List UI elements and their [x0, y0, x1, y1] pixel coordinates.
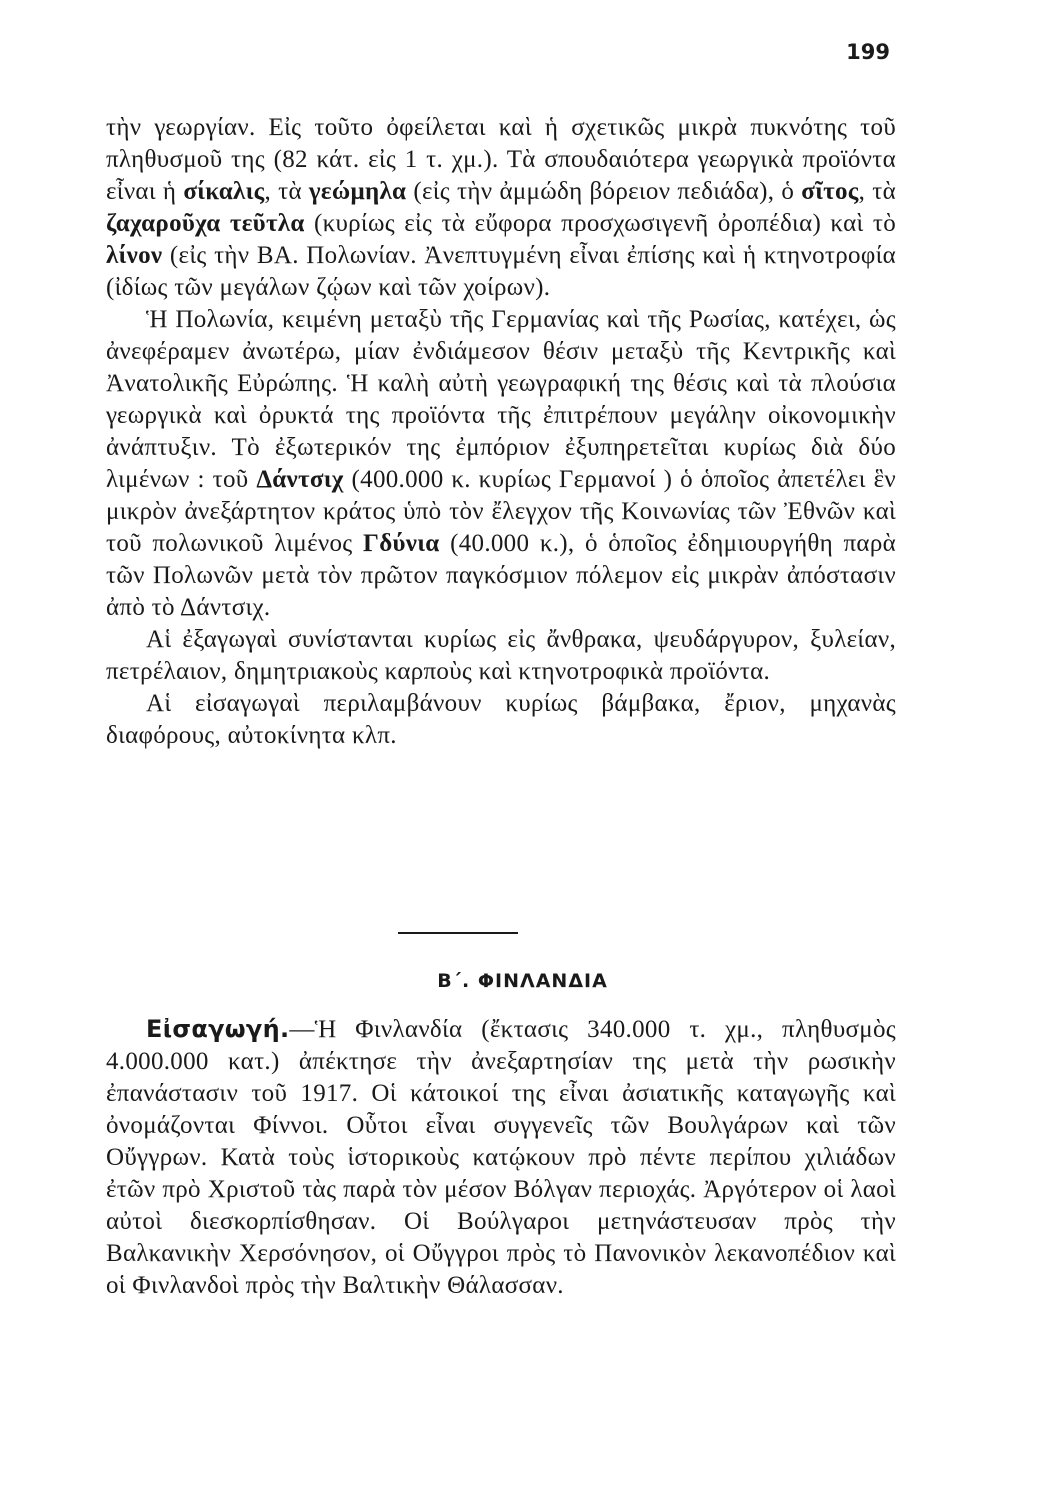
section-lead-body: —Ἡ Φινλανδία (ἔκτασις 340.000 τ. χμ., πληθυσμὸς 4.000.000 κατ.) ἀπέκτησε τὴν ἀνεξαρτησίαν της μετὰ τὴν ρωσικὴν ἐπανάστασιν τοῦ 1917. Οἱ κάτοικοί της εἶναι ἀσιατικῆς καταγωγῆς καὶ ὀνομάζονται Φίννοι. Οὗτοι εἶναι συγγενεῖς τῶν Βουλγάρων καὶ τῶν Οὔγγρων. Κατὰ τοὺς ἱστορικοὺς κατῴκουν πρὸ πέντε περίπου χιλιάδων ἐτῶν πρὸ Χριστοῦ τὰς παρὰ τὸν μέσον Βόλγαν περιοχάς. Ἀργότερον οἱ λαοὶ αὐτοὶ διεσκορπίσθησαν. Οἱ Βούλγαροι μετηνάστευσαν πρὸς τὴν Βαλκανικὴν Χερσόνησον, οἱ Οὔγγροι πρὸς τὸ Πανονικὸν λεκανοπέδιον καὶ οἱ Φινλανδοὶ πρὸς τὴν Βαλτικὴν Θάλασσαν.	[106, 1016, 896, 1299]
text-run: (εἰς τὴν ΒΑ. Πολωνίαν. Ἀνεπτυγμένη εἶναι ἐπίσης καὶ ἡ κτηνοτροφία (ἰδίως τῶν μεγάλων ζῴων καὶ τῶν χοίρων).	[106, 242, 896, 301]
paragraph-1	[106, 112, 896, 304]
bold-term: ζαχαροῦχα τεῦτλα	[106, 210, 305, 237]
text-run: (εἰς τὴν ἀμμώδη βόρειον πεδιάδα), ὁ	[406, 178, 802, 205]
finland-intro-paragraph	[106, 1013, 896, 1302]
bold-term: Γδύνια	[363, 530, 440, 557]
poland-text-block	[106, 112, 896, 752]
text-run: (κυρίως εἰς τὰ εὔφορα προσχωσιγενῆ ὀροπέδια) καὶ τὸ	[304, 210, 896, 237]
section-divider	[398, 932, 518, 934]
text-run: τὴν γεωργίαν. Εἰς τοῦτο ὀφείλεται καὶ ἡ σχετικῶς μικρὰ πυκνότης τοῦ πληθυσμοῦ της (82 κάτ. εἰς 1 τ. χμ.). Τὰ σπουδαιότερα γεωργικὰ προϊόντα εἶναι ἡ	[106, 114, 896, 205]
paragraph-3	[106, 624, 896, 688]
section-lead: Εἰσαγωγή.	[146, 1015, 290, 1043]
text-run: Ἡ Πολωνία, κειμένη μεταξὺ τῆς Γερμανίας καὶ τῆς Ρωσίας, κατέχει, ὡς ἀνεφέραμεν ἀνωτέρω, μίαν ἐνδιάμεσον θέσιν μεταξὺ τῆς Κεντρικῆς καὶ Ἀνατολικῆς Εὐρώπης. Ἡ καλὴ αὐτὴ γεωγραφική της θέσις καὶ τὰ πλούσια γεωργικὰ καὶ ὀρυκτά της προϊόντα τῆς ἐπιτρέπουν μεγάλην οἰκονομικὴν ἀνάπτυξιν. Τὸ ἐξωτερικόν της ἐμπόριον ἐξυπηρετεῖται κυρίως διὰ δύο λιμένων : τοῦ	[106, 306, 896, 493]
bold-term: σίκαλις	[183, 178, 265, 205]
section-title: Β΄. ΦΙΝΛΑΝΔΙΑ	[437, 970, 608, 992]
text-run: Αἱ ἐξαγωγαὶ συνίστανται κυρίως εἰς ἄνθρακα, ψευδάργυρον, ξυλείαν, πετρέλαιον, δημητριακοὺς καρποὺς καὶ κτηνοτροφικὰ προϊόντα.	[106, 626, 896, 685]
paragraph-4	[106, 688, 896, 752]
bold-term: Δάντσιχ	[256, 466, 344, 493]
text-run: Αἱ εἰσαγωγαὶ περιλαμβάνουν κυρίως βάμβακα, ἔριον, μηχανὰς διαφόρους, αὐτοκίνητα κλπ.	[106, 690, 896, 749]
text-run: , τὰ	[858, 178, 896, 205]
bold-term: γεώμηλα	[308, 178, 407, 205]
paragraph-2	[106, 304, 896, 624]
finland-text-block	[106, 1013, 896, 1302]
bold-term: σῖτος	[801, 178, 859, 205]
page-number: 199	[846, 40, 890, 64]
text-run: (400.000 κ. κυρίως Γερμανοί ) ὁ ὁποῖος ἀπετέλει ἓν μικρὸν ἀνεξάρτητον κράτος ὑπὸ τὸν ἔλεγχον τῆς Κοινωνίας τῶν Ἐθνῶν καὶ τοῦ πολωνικοῦ λιμένος	[106, 466, 897, 557]
text-run: , τὰ	[264, 178, 309, 205]
bold-term: λίνον	[106, 242, 163, 269]
text-run: (40.000 κ.), ὁ ὁποῖος ἐδημιουργήθη παρὰ τῶν Πολωνῶν μετὰ τὸν πρῶτον παγκόσμιον πόλεμον εἰς μικρὰν ἀπόστασιν ἀπὸ τὸ Δάντσιχ.	[106, 530, 897, 621]
